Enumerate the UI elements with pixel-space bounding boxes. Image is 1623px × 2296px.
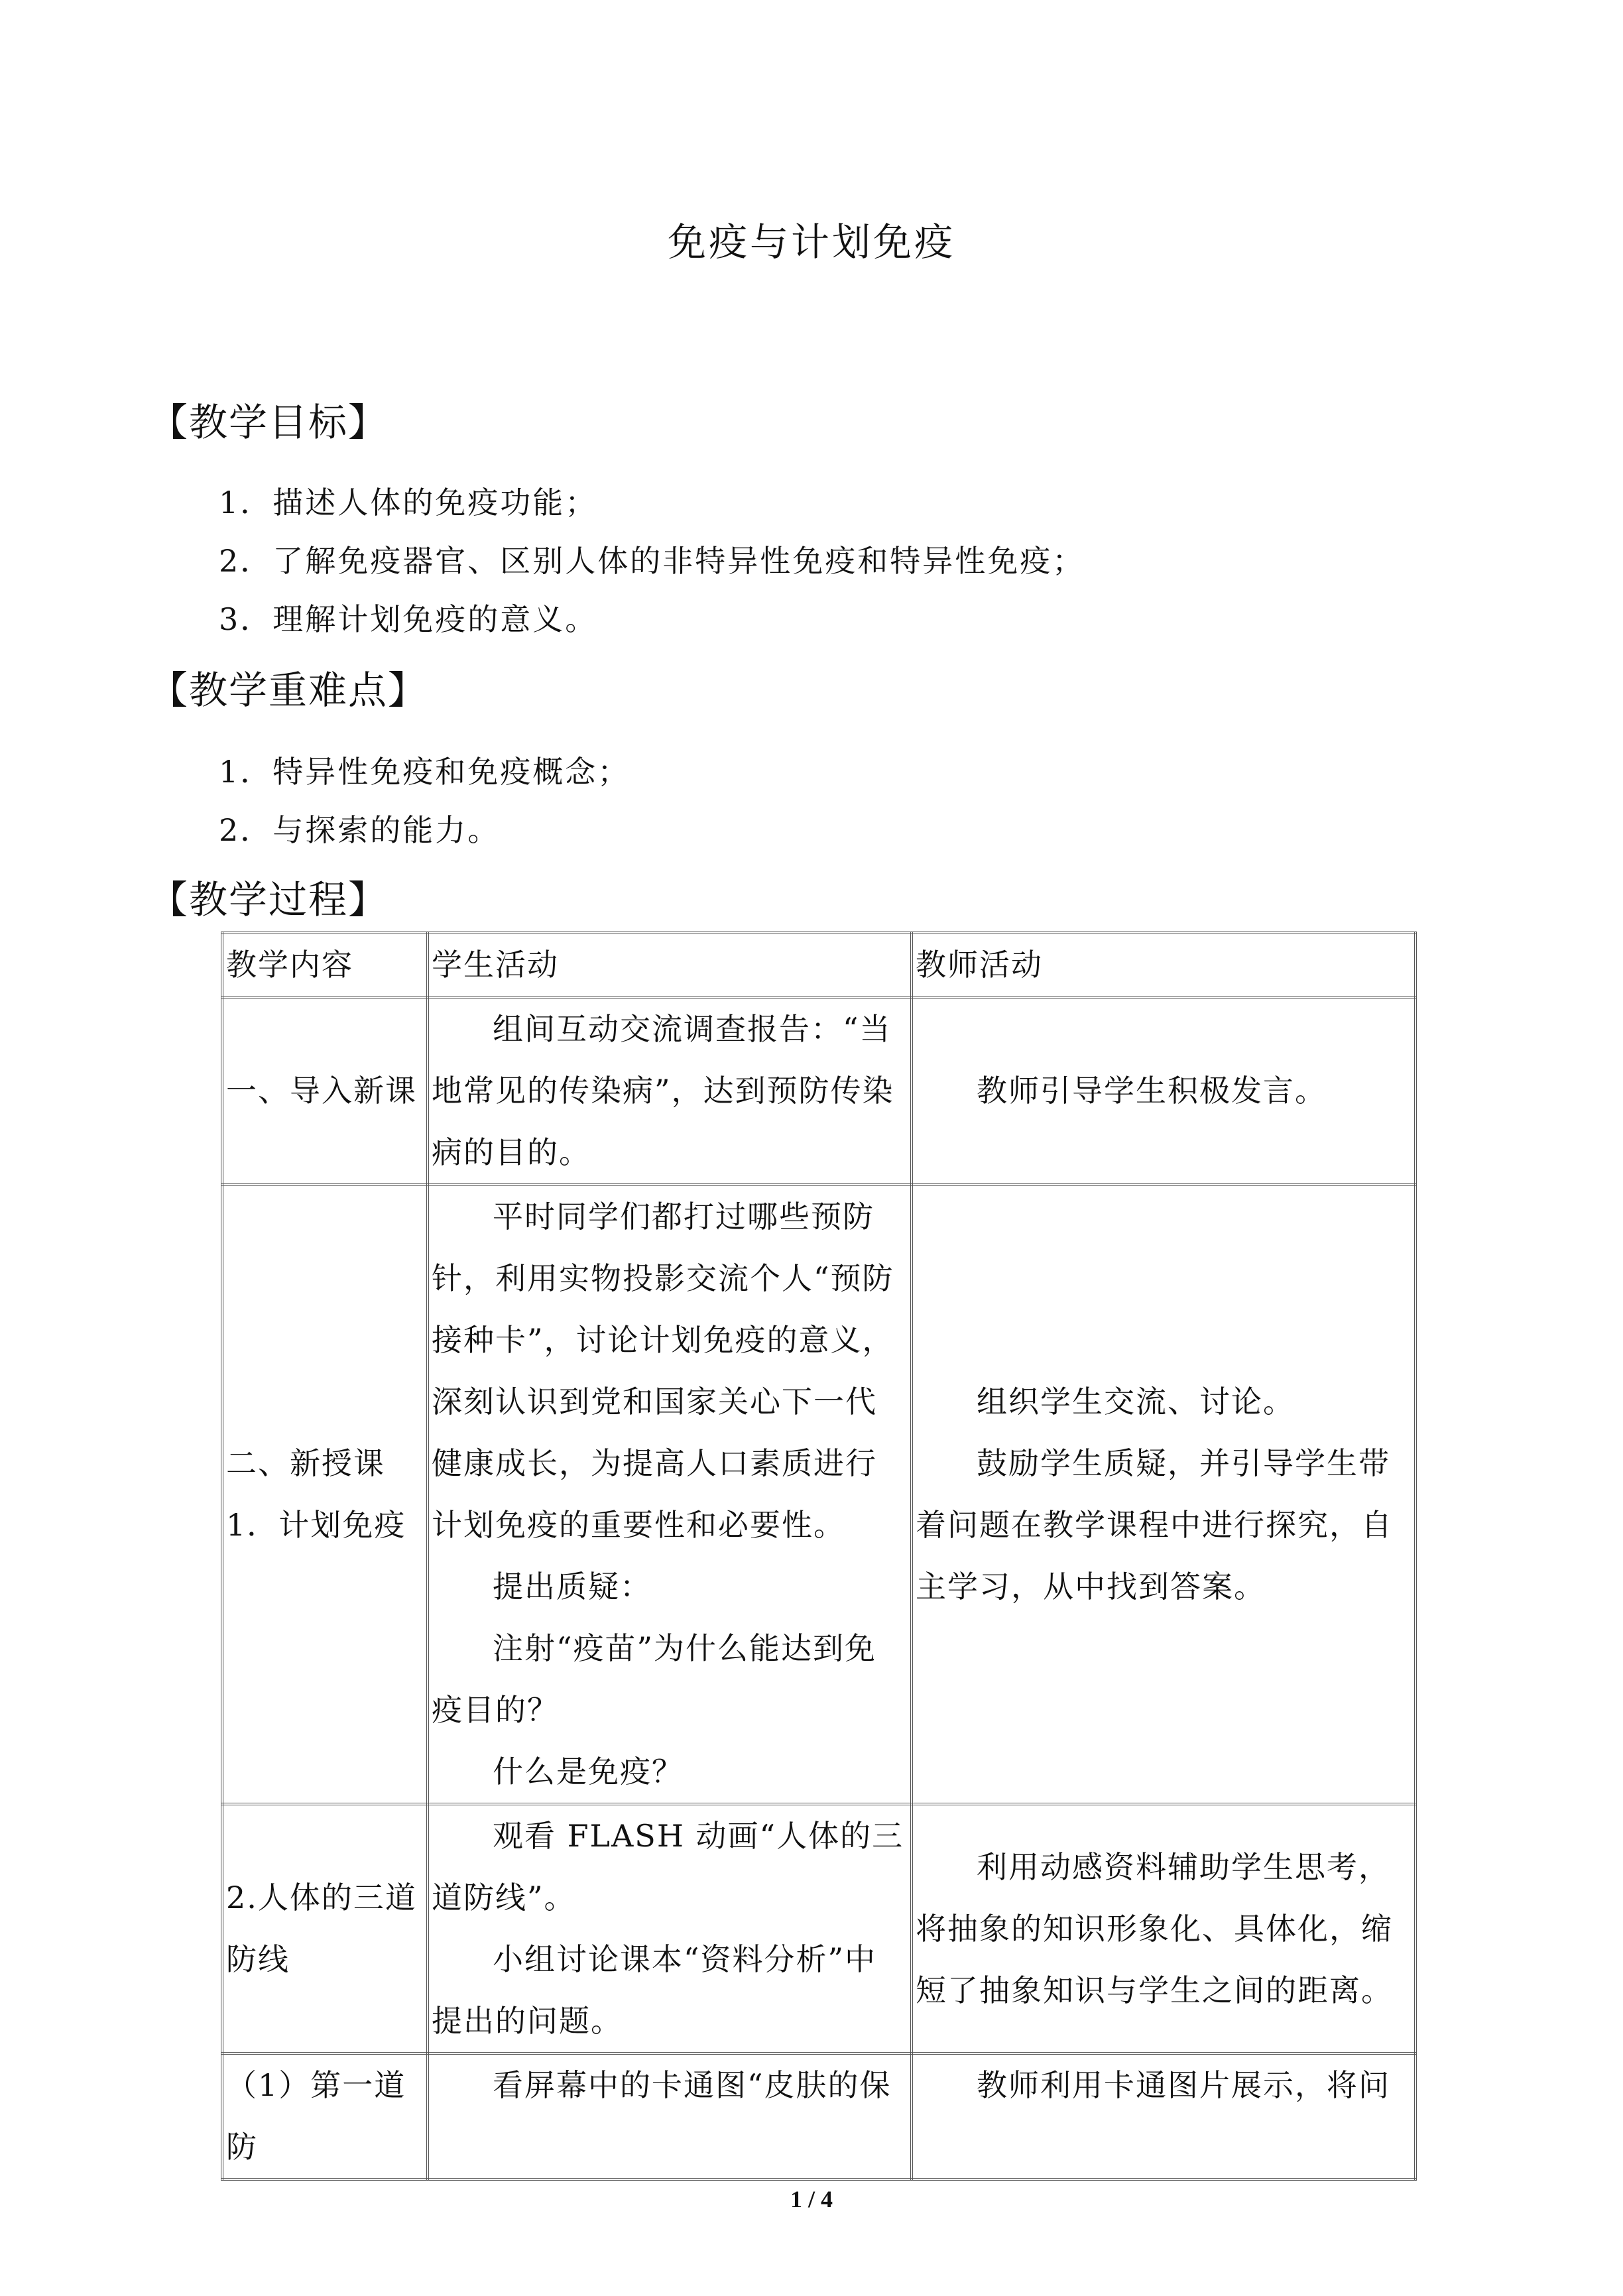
page-title: 免疫与计划免疫: [667, 219, 955, 265]
section-heading-objectives: 【教学目标】: [149, 400, 389, 445]
list-item: 3．理解计划免疫的意义。: [219, 601, 598, 637]
table-row: [222, 2053, 1415, 2179]
process-table: [221, 932, 1417, 2181]
list-item: 2．与探索的能力。: [219, 812, 501, 848]
row-teacher: 教师利用卡通图片展示，将问: [912, 2053, 1415, 2179]
header-student: 学生活动: [428, 933, 912, 997]
section-heading-key-points: 【教学重难点】: [149, 668, 428, 713]
table-row: [222, 1804, 1415, 2053]
list-item: 2．了解免疫器官、区别人体的非特异性免疫和特异性免疫；: [219, 543, 1085, 579]
row-content: 2.人体的三道防线: [222, 1804, 428, 2053]
header-teacher: 教师活动: [912, 933, 1415, 997]
header-content: 教学内容: [222, 933, 428, 997]
row-student: 观看 FLASH 动画“人体的三道防线”。 小组讨论课本“资料分析”中提出的问题。: [428, 1804, 912, 2053]
row-content: 一、导入新课: [222, 997, 428, 1185]
row-student: 平时同学们都打过哪些预防针，利用实物投影交流个人“预防接种卡”，讨论计划免疫的意义，深刻认识到党和国家关心下一代健康成长，为提高人口素质进行计划免疫的重要性和必要性。 提出质疑： 注射“疫苗”为什么能达到免疫目的？ 什么是免疫？: [428, 1185, 912, 1804]
table-row: [222, 1185, 1415, 1804]
table-header-row: [222, 933, 1415, 997]
row-content: （1）第一道防: [222, 2053, 428, 2179]
page-number: 1 / 4: [790, 2186, 833, 2212]
row-teacher: 组织学生交流、讨论。 鼓励学生质疑，并引导学生带着问题在教学课程中进行探究，自主学习，从中找到答案。: [912, 1185, 1415, 1804]
row-student: 看屏幕中的卡通图“皮肤的保: [428, 2053, 912, 2179]
row-teacher: 利用动感资料辅助学生思考，将抽象的知识形象化、具体化，缩短了抽象知识与学生之间的距离。: [912, 1804, 1415, 2053]
row-teacher: 教师引导学生积极发言。: [912, 997, 1415, 1185]
section-heading-process: 【教学过程】: [149, 877, 389, 922]
row-student: 组间互动交流调查报告：“当地常见的传染病”，达到预防传染病的目的。: [428, 997, 912, 1185]
list-item: 1．描述人体的免疫功能；: [219, 485, 598, 520]
row-content: 二、新授课 1．计划免疫: [222, 1185, 428, 1804]
list-item: 1．特异性免疫和免疫概念；: [219, 754, 631, 790]
table-row: [222, 997, 1415, 1185]
